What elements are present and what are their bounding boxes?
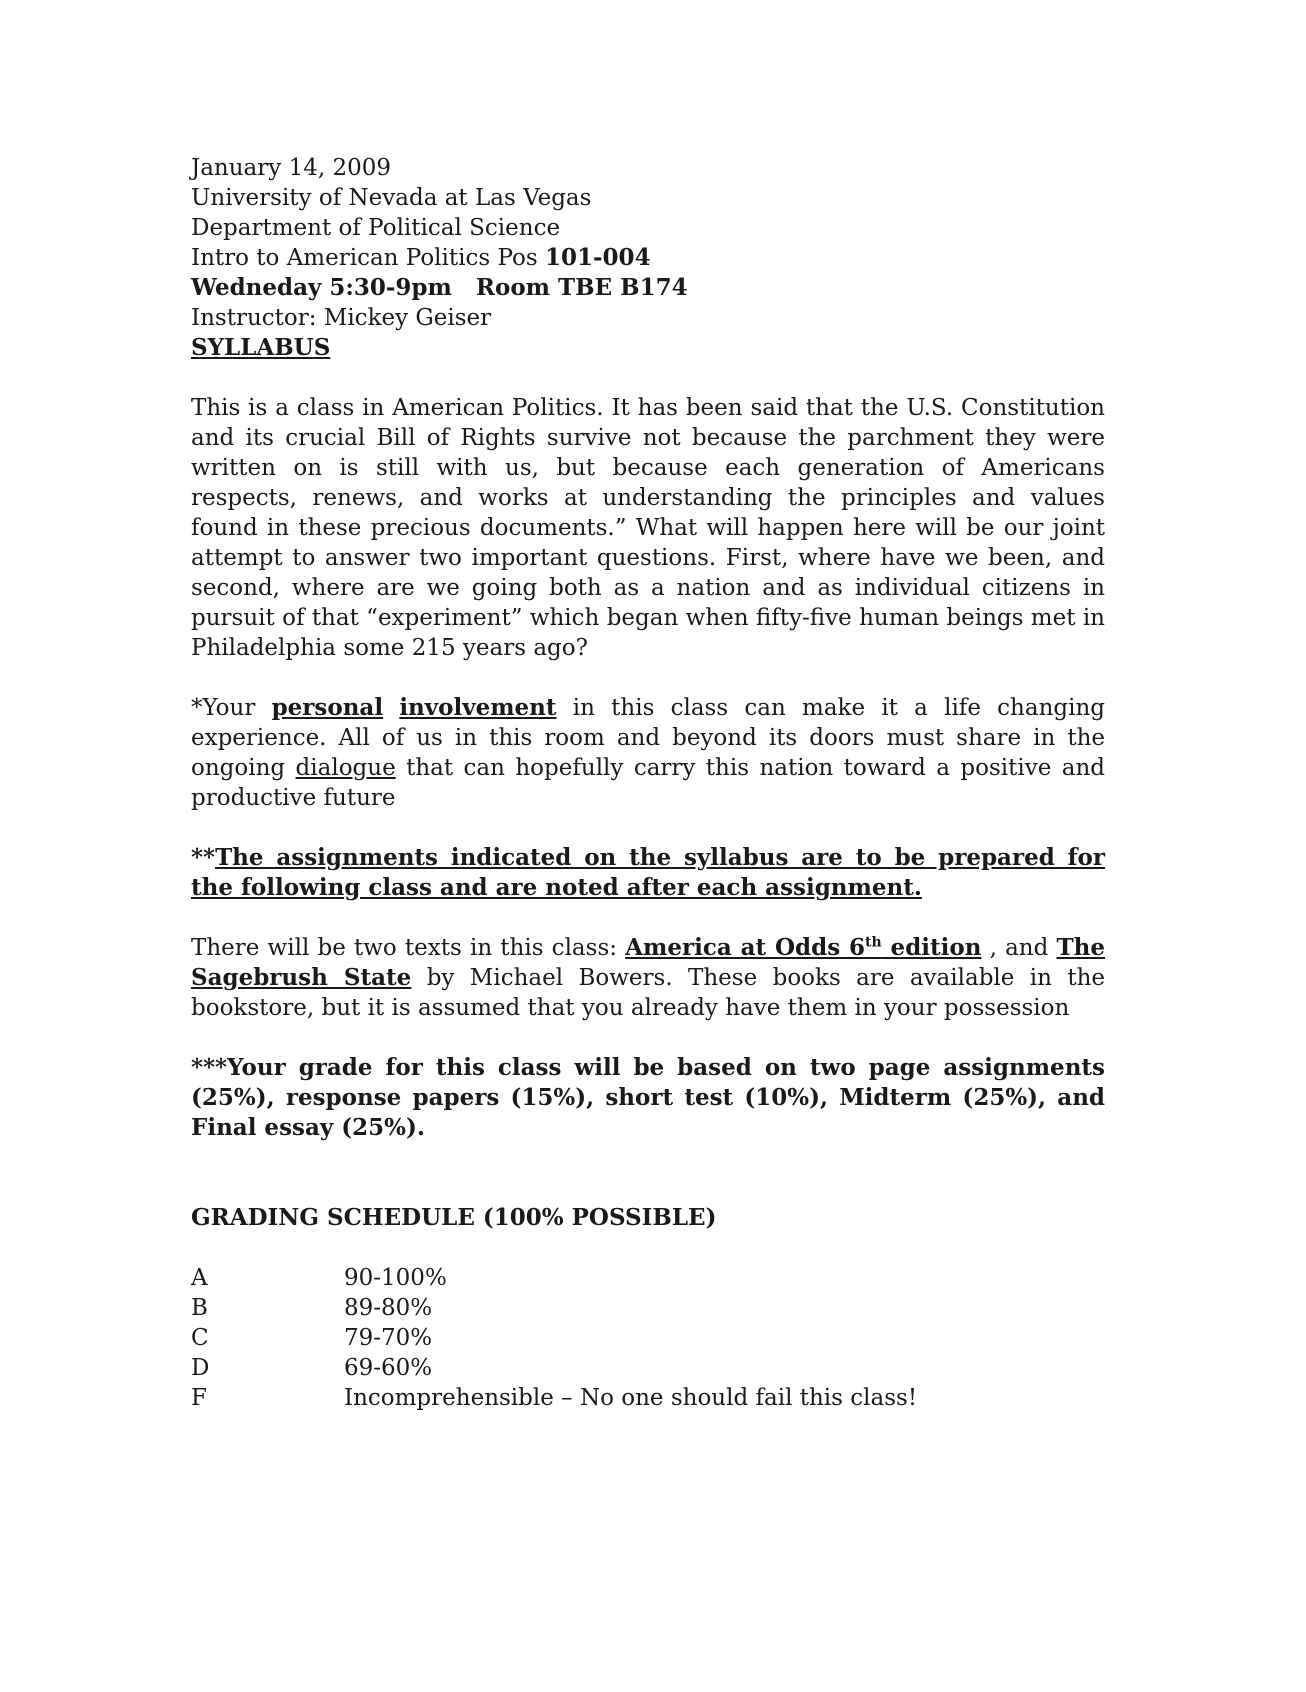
course-number: 101-004	[545, 244, 651, 271]
grade-row	[191, 1293, 1105, 1323]
grade-range: 89-80%	[344, 1295, 433, 1321]
grading-schedule-title: GRADING SCHEDULE (100% POSSIBLE)	[191, 1204, 717, 1231]
involvement-middle: in this class can make it a life changing experience. All of us in this room and beyond its doors must share in the ongoing	[191, 695, 1106, 781]
course-prefix: Intro to American Politics Pos	[191, 245, 545, 271]
date: January 14, 2009	[191, 155, 391, 181]
emphasis-dialogue: dialogue	[295, 755, 396, 781]
grade-range: 90-100%	[344, 1265, 447, 1291]
grade-row	[191, 1323, 1105, 1353]
assignments-note-text: The assignments indicated on the syllabus are to be prepared for the following class and are noted after each assignment.	[191, 844, 1105, 901]
texts-suffix: by Michael Bowers. These books are available in the bookstore, but it is assumed that you already have them in your possession	[191, 965, 1105, 1021]
assignments-note-prefix: **	[191, 844, 216, 871]
grade-letter: C	[191, 1325, 209, 1351]
grade-range: 79-70%	[344, 1325, 433, 1351]
book-america-at-odds	[625, 934, 981, 961]
book1-title: America at Odds 6	[625, 934, 866, 961]
class-schedule	[191, 273, 1105, 303]
book-sagebrush-state: The Sagebrush State	[191, 934, 1105, 991]
grade-breakdown: ***Your grade for this class will be based on two page assignments (25%), response papers (15%), short test (10%), Midterm (25%), and Final essay (25%).	[191, 1054, 1105, 1141]
assignments-note	[191, 843, 1105, 903]
grade-letter: A	[191, 1265, 208, 1291]
book1-sup: th	[865, 934, 882, 951]
department-name: Department of Political Science	[191, 215, 561, 241]
involvement-prefix: *Your	[191, 695, 272, 721]
instructor: Instructor: Mickey Geiser	[191, 305, 492, 331]
schedule-time: Wedneday 5:30-9pm	[191, 274, 452, 301]
texts-prefix: There will be two texts in this class:	[191, 935, 626, 961]
grading-schedule	[191, 1203, 1105, 1413]
grade-letter: D	[191, 1355, 210, 1381]
involvement-paragraph	[191, 693, 1105, 813]
grade-letter: B	[191, 1295, 208, 1321]
emphasis-personal: personal	[271, 694, 384, 721]
grade-letter: F	[191, 1385, 207, 1411]
grade-row	[191, 1263, 1105, 1293]
grade-range: 69-60%	[344, 1355, 433, 1381]
texts-between: , and	[981, 935, 1057, 961]
intro-paragraph: This is a class in American Politics. It has been said that the U.S. Constitution and its crucial Bill of Rights survive not because the parchment they were written on is still with us, but because each generation of Americans respects, renews, and works at understanding the principles and values found in these precious documents.” What will happen here will be our joint attempt to answer two important questions. First, where have we been, and second, where are we going both as a nation and as individual citizens in pursuit of that “experiment” which began when fifty-five human beings met in Philadelphia some 215 years ago?	[191, 395, 1105, 661]
grade-row	[191, 1353, 1105, 1383]
course-title	[191, 243, 1105, 273]
involvement-suffix: that can hopefully carry this nation toward a positive and productive future	[191, 755, 1105, 811]
emphasis-involvement: involvement	[399, 694, 557, 721]
room: Room TBE B174	[475, 274, 688, 301]
syllabus-page	[191, 153, 1105, 1413]
university-name: University of Nevada at Las Vegas	[191, 185, 592, 211]
book1-suffix: edition	[881, 934, 982, 961]
document-header	[191, 153, 1105, 363]
grade-range: Incomprehensible – No one should fail this class!	[344, 1385, 918, 1411]
page-title: SYLLABUS	[191, 334, 331, 361]
grade-row	[191, 1383, 1105, 1413]
texts-paragraph	[191, 933, 1105, 1023]
